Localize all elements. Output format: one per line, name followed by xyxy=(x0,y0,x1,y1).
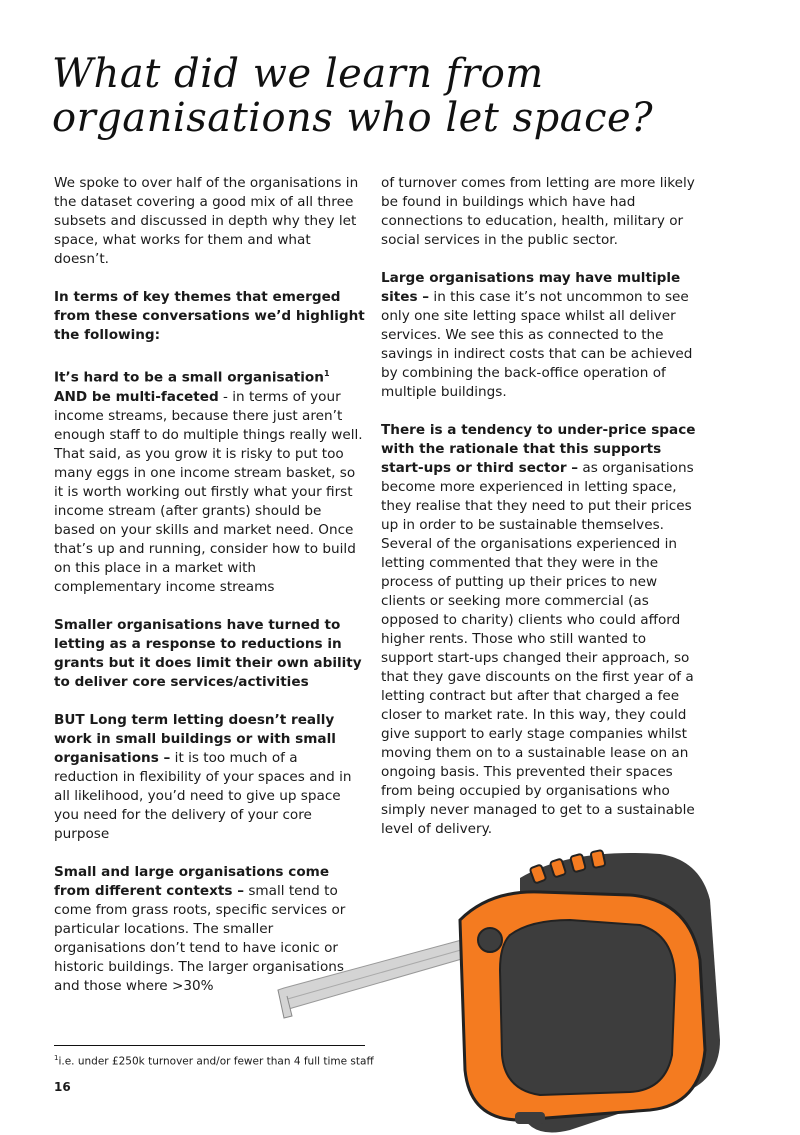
theme-long-term-letting: BUT Long term letting doesn’t really work in small buildings or with small organisations – it is too much of a reduction in flexibility of your spaces and in all likelihood, you’d need to give up space you need for the delivery of your core purpose xyxy=(54,711,352,842)
intro-paragraph: We spoke to over half of the organisations in the dataset covering a good mix of all three subsets and discussed in depth why they let space, what works for them and what doesn’t. xyxy=(54,175,359,267)
contexts-continued: of turnover comes from letting are more likely be found in buildings which have had connections to education, health, military or social services in the public sector. xyxy=(381,175,695,248)
tape-measure-icon xyxy=(270,840,740,1135)
theme-letting-grants: Smaller organisations have turned to letting as a response to reductions in grants but it does limit their own ability to deliver core services/activities xyxy=(54,616,362,690)
page-number: 16 xyxy=(54,1080,71,1094)
footnote: $^1$i.e. under £250k turnover and/or fewer than 4 full time staff xyxy=(54,1054,374,1068)
theme-under-price: There is a tendency to under-price space with the rationale that this supports start-ups or third sector – as organisations become more experienced in letting space, they realise that they need to put their prices up in order to be sustainable themselves. Several of the organisations experienced in letting commented that they were in the process of putting up their prices to new clients or seeking more commercial (as opposed to charity) clients who could afford higher rents. Those who still wanted to support start-ups changed their approach, so that they gave discounts on the first year of a letting contract but after that charged a fee closer to market rate. In this way, they could give support to early stage companies whilst moving them on to a sustainable lease on an ongoing basis. This prevented their spaces from being occupied by organisations who simply never managed to get to a sustainable level of delivery. xyxy=(381,422,696,837)
theme-contexts: Small and large organisations come from different contexts – small tend to come from grass roots, specific services or particular locations. The smaller organisations don’t tend to have iconic or historic buildings. The larger organisations and those where >30% xyxy=(54,863,346,994)
right-column xyxy=(381,174,696,858)
page-title: What did we learn from organisations who let space? xyxy=(52,51,654,141)
themes-intro: In terms of key themes that emerged from these conversations we’d highlight the following: xyxy=(54,289,365,343)
footnote-divider xyxy=(54,1045,365,1046)
footnote-ref: 1 xyxy=(323,369,330,378)
theme-small-organisation: It’s hard to be a small organisation$^1$ AND be multi-faceted - in terms of your income streams, because there just aren’t enough staff to do multiple things really well. That said, as you grow it is risky to put too many eggs in one income stream basket, so it is worth working out firstly what your first income stream (after grants) should be based on your skills and market need. Once that’s up and running, consider how to build on this place in a market with complementary income streams xyxy=(54,369,363,595)
theme-multiple-sites: Large organisations may have multiple sites – in this case it’s not uncommon to see only one site letting space whilst all deliver services. We see this as connected to the savings in indirect costs that can be achieved by combining the back-office operation of multiple buildings. xyxy=(381,270,693,400)
